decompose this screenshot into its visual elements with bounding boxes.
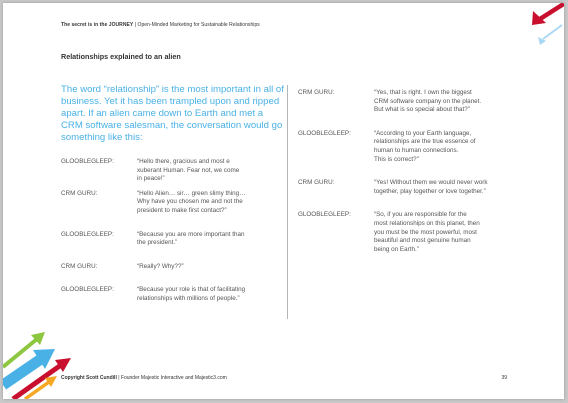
dialogue-line: being on Earth.” <box>374 245 419 253</box>
dialogue-column-left <box>61 158 273 304</box>
dialogue-line: “Hello there, gracious and most e <box>137 158 230 165</box>
dialogue-line: But what is so special about that?” <box>374 106 470 114</box>
dialogue-line: “Because you are more important than <box>137 230 245 238</box>
section-title: Relationships explained to an alien <box>61 52 181 61</box>
dialogue-row <box>61 263 273 272</box>
dialogue-line: “Really? Why??” <box>137 262 184 270</box>
dialogue-row <box>61 286 273 303</box>
speaker-name: GLOOBLEGLEEP: <box>61 286 114 294</box>
dialogue-line: relationships are the true essence of <box>374 138 476 146</box>
dialogue-row <box>61 158 273 184</box>
footer-role: Founder Majestic Interactive and Majestic3.com <box>120 375 227 381</box>
page-footer <box>61 375 227 381</box>
dialogue-text <box>374 179 512 196</box>
dialogue-text <box>137 190 273 216</box>
footer-copyright: Copyright Scott Cundill <box>61 375 117 381</box>
header-subtitle: Open-Minded Marketing for Sustainable Relationships <box>137 22 260 28</box>
blue-arrow-icon <box>538 25 562 45</box>
speaker-name: GLOOBLEGLEEP: <box>298 211 351 219</box>
speaker-name: CRM GURU: <box>61 189 98 197</box>
dialogue-text <box>374 89 512 115</box>
dialogue-row <box>61 190 273 216</box>
header-separator: | <box>133 22 138 28</box>
dialogue-line: “Hello Alien… sir… green slimy thing… <box>137 189 246 197</box>
header-book-title: The secret is in the JOURNEY <box>61 22 134 28</box>
dialogue-line: the president.” <box>137 239 178 247</box>
footer-separator: | <box>116 375 121 381</box>
intro-line: something like this: <box>61 132 143 144</box>
corner-arrows-bottom-left <box>3 327 83 399</box>
red-arrow-icon <box>532 5 562 25</box>
dialogue-line: “Yes! Without them we would never work <box>374 179 488 187</box>
dialogue-line: “So, if you are responsible for the <box>374 211 467 219</box>
dialogue-line: This is correct?” <box>374 155 419 163</box>
document-page <box>3 3 564 399</box>
dialogue-line: together, play together or love together.” <box>374 187 486 195</box>
dialogue-line: most relationships on this planet, then <box>374 219 480 227</box>
speaker-name: GLOOBLEGLEEP: <box>298 129 351 137</box>
dialogue-line: relationships with millions of people.” <box>137 294 240 302</box>
dialogue-line: CRM software company on the planet. <box>374 97 482 105</box>
running-header <box>61 22 260 28</box>
speaker-name: CRM GURU: <box>298 89 335 96</box>
dialogue-line: Why have you chosen me and not the <box>137 198 243 206</box>
dialogue-row <box>298 89 512 115</box>
intro-line: apart. If an alien came down to Earth and met a <box>61 108 264 120</box>
dialogue-row <box>298 179 512 196</box>
dialogue-line: human to human connections. <box>374 146 459 154</box>
dialogue-line: president to make first contact?” <box>137 206 227 214</box>
dialogue-row <box>61 231 273 248</box>
dialogue-row <box>298 211 512 254</box>
speaker-name: GLOOBLEGLEEP: <box>61 158 114 165</box>
dialogue-line: “Yes, that is right. I own the biggest <box>374 89 472 96</box>
dialogue-line: you must be the most powerful, most <box>374 228 477 236</box>
page-number: 39 <box>501 375 507 381</box>
dialogue-line: “According to your Earth language, <box>374 129 472 137</box>
column-divider <box>287 85 288 319</box>
dialogue-line: “Because your role is that of facilitating <box>137 286 246 294</box>
speaker-name: GLOOBLEGLEEP: <box>61 230 114 238</box>
dialogue-line: beautiful and most genuine human <box>374 237 471 245</box>
dialogue-text <box>137 263 273 272</box>
corner-arrows-top-right <box>528 3 564 47</box>
speaker-name: CRM GURU: <box>61 262 98 270</box>
dialogue-text <box>137 158 273 184</box>
intro-line: CRM software salesman, the conversation would go <box>61 120 283 132</box>
speaker-name: CRM GURU: <box>298 179 335 187</box>
dialogue-text <box>374 130 512 164</box>
dialogue-row <box>298 130 512 164</box>
intro-line: The word “relationship” is the most important in all of <box>61 84 284 95</box>
dialogue-text <box>374 211 512 254</box>
intro-paragraph <box>61 84 284 144</box>
dialogue-line: xuberant Human. Fear not, we come <box>137 166 240 174</box>
intro-line: business. Yet it has been trampled upon and ripped <box>61 96 280 108</box>
dialogue-column-right <box>298 89 512 254</box>
dialogue-text <box>137 286 273 303</box>
dialogue-line: in peace!” <box>137 175 165 183</box>
dialogue-text <box>137 231 273 248</box>
